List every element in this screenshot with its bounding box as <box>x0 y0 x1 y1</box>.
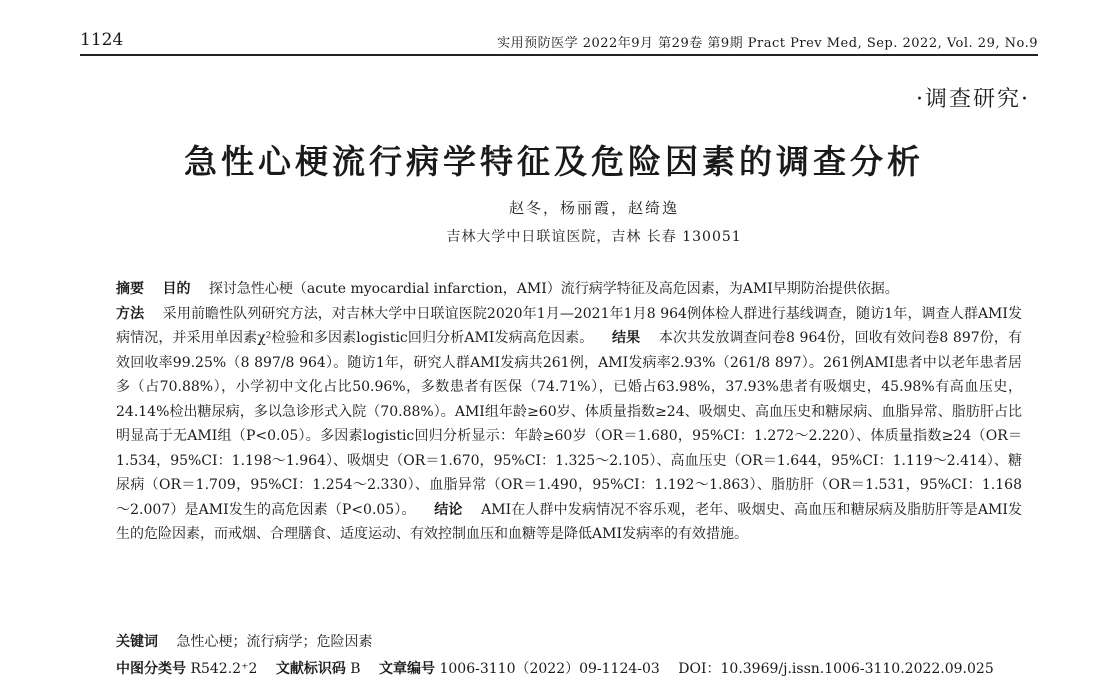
doc-code-value: B <box>350 661 361 677</box>
classification-line <box>116 658 1028 678</box>
objective-text: 探讨急性心梗（acute myocardial infarction，AMI）流行病学特征及高危因素，为AMI早期防治提供依据。 <box>208 281 899 297</box>
conclusion-text: AMI在人群中发病情况不容乐观，老年、吸烟史、高血压和糖尿病及脂肪肝等是AMI发生的危险因素，而戒烟、合理膳食、适度运动、有效控制血压和血糖等是降低AMI发病率的有效措施。 <box>116 501 1023 542</box>
doc-code-label: 文献标识码 <box>275 661 346 677</box>
header-rule <box>80 54 1038 56</box>
abstract-label: 摘要 <box>116 281 144 297</box>
doi: DOI：10.3969/j.issn.1006-3110.2022.09.025 <box>678 661 994 677</box>
methods-text: 采用前瞻性队列研究方法，对吉林大学中日联谊医院2020年1月—2021年1月8 964例体检人群进行基线调查，随访1年，调查人群AMI发病情况，并采用单因素χ²检验和多因素logistic回归分析AMI发病高危因素。 <box>116 305 1023 346</box>
abstract <box>116 277 1022 547</box>
results-text: 本次共发放调查问卷8 964份，回收有效问卷8 897份，有效回收率99.25%（8 897/8 964）。随访1年，研究人群AMI发病共261例，AMI发病率2.93%（261/8 897）。261例AMI患者中以老年患者居多（占70.88%），小学初中文化占比50.96%，多数患者有医保（74.71%），已婚占63.98%，37.93%患者有吸烟史，45.98%有高血压史，24.14%检出糖尿病，多以急诊形式入院（70.88%）。AMI组年龄≥60岁、体质量指数≥24、吸烟史、高血压史和糖尿病、血脂异常、脂肪肝占比明显高于无AMI组（P<0.05）。多因素logistic回归分析显示：年龄≥60岁（OR＝1.680，95%CI：1.272～2.220）、体质量指数≥24（OR＝1.534，95%CI：1.198～1.964）、吸烟史（OR＝1.670，95%CI：1.325～2.105）、高血压史（OR＝1.644，95%CI：1.119～2.414）、糖尿病（OR＝1.709，95%CI：1.254～2.330）、血脂异常（OR＝1.490，95%CI：1.192～1.863）、脂肪肝（OR＝1.531，95%CI：1.168～2.007）是AMI发生的高危因素（P<0.05）。 <box>116 330 1023 518</box>
keywords <box>116 631 372 651</box>
conclusion-label: 结论 <box>434 501 463 518</box>
journal-info: 实用预防医学 2022年9月 第29卷 第9期 Pract Prev Med, Sep. 2022, Vol. 29, No.9 <box>497 36 1038 51</box>
keywords-label: 关键词 <box>116 634 158 650</box>
article-no-value: 1006-3110（2022）09-1124-03 <box>439 661 660 677</box>
paper-title: 急性心梗流行病学特征及危险因素的调查分析 <box>184 142 924 181</box>
article-no-label: 文章编号 <box>379 661 436 677</box>
clc-label: 中图分类号 <box>116 661 186 677</box>
page-number: 1124 <box>80 30 124 50</box>
methods-label: 方法 <box>116 305 145 322</box>
page-header <box>80 26 1038 52</box>
keywords-value: 急性心梗；流行病学；危险因素 <box>176 634 373 650</box>
objective-label: 目的 <box>162 281 191 297</box>
affiliation: 吉林大学中日联谊医院，吉林 长春 130051 <box>446 229 742 245</box>
clc-value: R542.2⁺2 <box>190 661 258 677</box>
results-label: 结果 <box>612 330 641 346</box>
authors: 赵冬，杨丽霞，赵绮逸 <box>508 199 679 217</box>
section-tag: ·调查研究· <box>916 87 1030 112</box>
